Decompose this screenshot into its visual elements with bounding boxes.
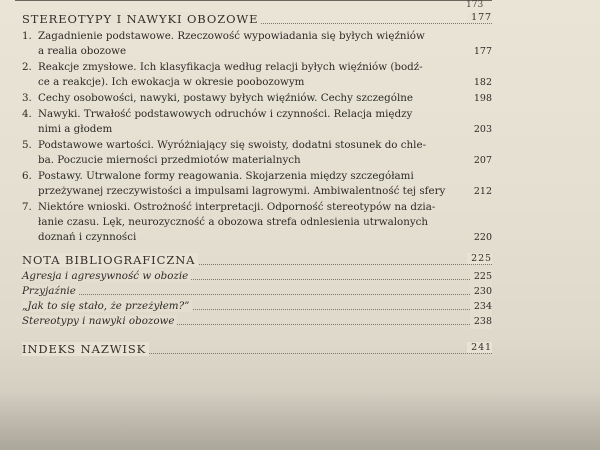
section-indeks	[22, 342, 492, 358]
entry-line: Zagadnienie podstawowe. Rzeczowość wypowiadania się byłych więźniów	[38, 30, 425, 42]
nota-item-page: 234	[470, 299, 492, 314]
entry-page: 177	[473, 46, 492, 57]
entry-page: 198	[473, 93, 492, 104]
entry-page: 182	[473, 77, 492, 88]
entry-list	[22, 29, 492, 245]
entry-number: 5.	[22, 139, 32, 151]
section-heading	[22, 342, 492, 358]
section-page: 241	[467, 342, 492, 353]
nota-item-page: 238	[470, 314, 492, 329]
nota-item-title: Przyjaźnie	[22, 285, 79, 297]
entry-line: Postawy. Utrwalone formy reagowania. Skojarzenia między szczegółami	[38, 170, 414, 182]
entry-line: łanie czasu. Lęk, neurozyczność a obozowa strefa odnlesienia utrwalonych	[38, 216, 429, 228]
dot-leader	[22, 294, 492, 295]
entry-line: doznań i czynności	[38, 231, 137, 243]
toc-entry	[22, 29, 492, 59]
entry-line: Podstawowe wartości. Wyróżniający się swoisty, dodatni stosunek do chle-	[38, 139, 427, 151]
nota-item	[22, 299, 492, 314]
entry-page: 212	[473, 186, 492, 197]
section-page: 177	[467, 12, 492, 23]
nota-item	[22, 284, 492, 299]
nota-item	[22, 314, 492, 329]
entry-page: 207	[473, 155, 492, 166]
top-page-number: 173	[466, 0, 484, 10]
section-page: 225	[467, 253, 492, 264]
nota-list	[22, 269, 492, 329]
entry-number: 4.	[22, 108, 32, 120]
entry-line: ba. Poczucie mierności przedmiotów materialnych	[38, 154, 301, 166]
entry-number: 7.	[22, 201, 32, 213]
entry-line: Cechy osobowości, nawyki, postawy byłych więźniów. Cechy szczególne	[38, 92, 413, 104]
entry-line: Reakcje zmysłowe. Ich klasyfikacja według relacji byłych więźniów (bodź-	[38, 61, 423, 73]
section-heading	[22, 253, 492, 269]
toc-entry	[22, 91, 492, 106]
section-title: NOTA BIBLIOGRAFICZNA	[22, 253, 198, 267]
nota-item-title: Agresja i agresywność w obozie	[22, 270, 191, 282]
nota-item-page: 225	[470, 269, 492, 284]
toc-entry	[22, 60, 492, 90]
page-shadow	[0, 390, 600, 450]
nota-item-page: 230	[470, 284, 492, 299]
entry-line: Nawyki. Trwałość podstawowych odruchów i czynności. Relacja między	[38, 108, 413, 120]
nota-item-title: „Jak to się stało, że przeżyłem?”	[22, 300, 192, 312]
entry-number: 3.	[22, 92, 32, 104]
section-nota	[22, 253, 492, 329]
entry-number: 2.	[22, 61, 32, 73]
nota-item	[22, 269, 492, 284]
nota-item-title: Stereotypy i nawyki obozowe	[22, 315, 177, 327]
entry-number: 6.	[22, 170, 32, 182]
toc-entry	[22, 200, 492, 245]
entry-line: a realia obozowe	[38, 45, 127, 57]
top-rule	[15, 0, 492, 1]
section-stereotypy	[22, 12, 492, 245]
toc-entry	[22, 169, 492, 199]
entry-line: przeżywanej rzeczywistości a impulsami lagrowymi. Ambiwalentność tej sfery	[38, 185, 446, 197]
section-heading	[22, 12, 492, 28]
entry-line: Niektóre wnioski. Ostrożność interpretacji. Odporność stereotypów na dzia-	[38, 201, 436, 213]
entry-page: 220	[473, 232, 492, 243]
section-title: INDEKS NAZWISK	[22, 342, 149, 356]
toc-entry	[22, 138, 492, 168]
entry-line: nimi a głodem	[38, 123, 113, 135]
section-title: STEREOTYPY I NAWYKI OBOZOWE	[22, 12, 261, 26]
toc-entry	[22, 107, 492, 137]
entry-line: ce a reakcje). Ich ewokacja w okresie poobozowym	[38, 76, 305, 88]
entry-page: 203	[473, 124, 492, 135]
entry-number: 1.	[22, 30, 32, 42]
